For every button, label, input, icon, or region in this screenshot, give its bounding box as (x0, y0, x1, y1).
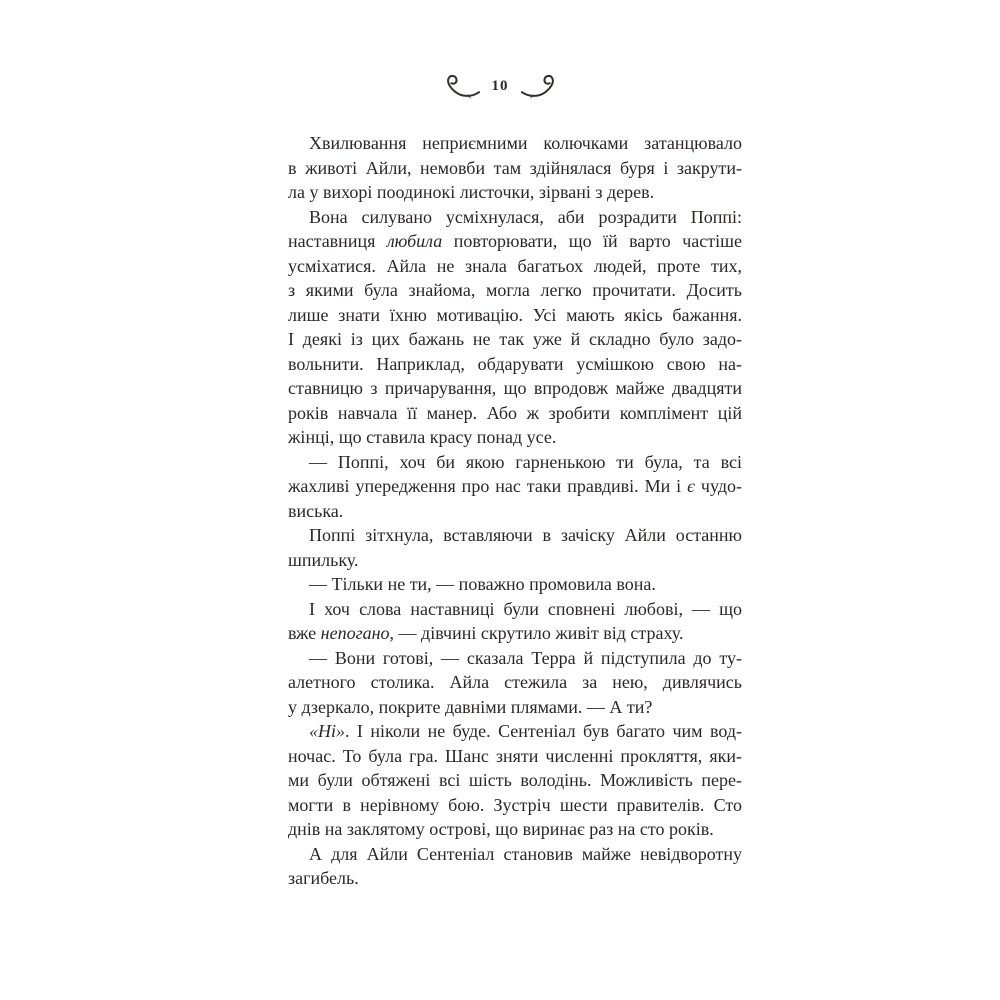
paragraph (288, 131, 742, 205)
text-line (288, 425, 742, 450)
text-line (288, 131, 742, 156)
text-line (288, 205, 742, 230)
text-line (288, 450, 742, 475)
text-line (288, 278, 742, 303)
text-line (288, 768, 742, 793)
text-segment: — Вони готові, — сказала Терра й підступила до ту- (309, 647, 742, 668)
emphasized-text: непогано (320, 623, 390, 643)
text-line (288, 401, 742, 426)
page-number: 10 (491, 78, 509, 94)
text-line (288, 303, 742, 328)
text-segment: шпильку. (288, 549, 359, 570)
text-segment: вже (288, 623, 321, 643)
paragraph (288, 523, 742, 572)
text-segment: чудо- (694, 476, 742, 496)
text-segment: ставницю з причарування, що впродовж майже двадцяти (288, 378, 742, 398)
text-segment: алетного столика. Айла стежила за нею, дивлячись (288, 672, 742, 692)
text-segment: Вона силувано усміхнулася, аби розрадити Поппі: (309, 206, 742, 227)
paragraph (288, 719, 742, 842)
text-segment: жінці, що ставила красу понад усе. (288, 427, 557, 447)
text-line (288, 254, 742, 279)
text-segment: І деякі із цих бажань не так уже й складно було задо- (288, 329, 742, 349)
text-segment: виська. (288, 500, 344, 521)
text-line (288, 817, 742, 842)
text-line (288, 670, 742, 695)
text-segment: загибель. (288, 868, 359, 888)
text-line (288, 474, 742, 499)
text-segment: могти в нерівному бою. Зустріч шести правителів. Сто (288, 794, 742, 815)
emphasized-text: «Ні» (309, 721, 345, 741)
text-line (288, 499, 742, 524)
text-line (288, 719, 742, 744)
text-segment: , — дівчині скрутило живіт від страху. (389, 623, 684, 643)
text-segment: з якими була знайома, могла легко прочитати. Досить (288, 280, 742, 300)
text-segment: лише знати їхню мотивацію. Усі мають якісь бажання. (288, 304, 742, 325)
text-line (288, 744, 742, 769)
text-segment: — Поппі, хоч би якою гарненькою ти була, та всі (309, 451, 742, 472)
text-line (288, 327, 742, 352)
text-segment: усміхатися. Айла не знала багатьох людей, проте тих, (288, 255, 742, 276)
text-segment: днів на заклятому острові, що виринає раз на сто років. (288, 819, 714, 839)
text-line (288, 229, 742, 254)
text-segment: Хвилювання неприємними колючками затанцювало (309, 133, 742, 153)
paragraph (288, 597, 742, 646)
text-segment: вольнити. Наприклад, обдарувати усмішкою свою на- (288, 353, 742, 374)
vine-flourish-left-icon (440, 72, 480, 99)
text-line (288, 866, 742, 891)
text-segment: Поппі зітхнула, вставляючи в зачіску Айли останню (309, 525, 742, 545)
text-segment: І хоч слова наставниці були сповнені любові, — що (309, 598, 742, 619)
emphasized-text: любила (386, 231, 443, 251)
text-line (288, 695, 742, 720)
text-segment: у дзеркало, покрите давніми плямами. — А ти? (288, 696, 653, 717)
text-segment: років навчала її манер. Або ж зробити комплімент цій (288, 402, 742, 423)
text-column (288, 131, 742, 891)
text-segment: ла у вихорі поодинокі листочки, зірвані з дерев. (288, 182, 655, 202)
text-segment: А для Айли Сентеніал становив майже невідворотну (309, 843, 742, 864)
text-line (288, 621, 742, 646)
paragraph (288, 572, 742, 597)
text-segment: ми були обтяжені всі шість володінь. Можливість пере- (288, 770, 742, 790)
emphasized-text: є (687, 476, 695, 496)
text-line (288, 376, 742, 401)
text-line (288, 572, 742, 597)
text-segment: в животі Айли, немовби там здійнялася буря і закрути- (288, 157, 742, 178)
text-segment: . І ніколи не буде. Сентеніал був багато чим вод- (345, 721, 742, 741)
paragraph (288, 450, 742, 524)
paragraph (288, 646, 742, 720)
text-line (288, 793, 742, 818)
text-line (288, 597, 742, 622)
text-segment: наставниця (288, 231, 387, 251)
text-segment: жахливі упередження про нас таки правдиві. Ми і (288, 476, 688, 496)
text-line (288, 156, 742, 181)
text-segment: — Тільки не ти, — поважно промовила вона. (309, 574, 656, 594)
paragraph (288, 205, 742, 450)
paragraph (288, 842, 742, 891)
text-line (288, 548, 742, 573)
text-line (288, 352, 742, 377)
text-line (288, 180, 742, 205)
page-header (0, 72, 1000, 99)
text-line (288, 646, 742, 671)
text-segment: ночас. То була гра. Шанс зняти численні прокляття, яки- (288, 745, 742, 766)
text-line (288, 842, 742, 867)
vine-flourish-right-icon (521, 72, 561, 99)
text-line (288, 523, 742, 548)
text-segment: повторювати, що їй варто частіше (442, 231, 742, 251)
